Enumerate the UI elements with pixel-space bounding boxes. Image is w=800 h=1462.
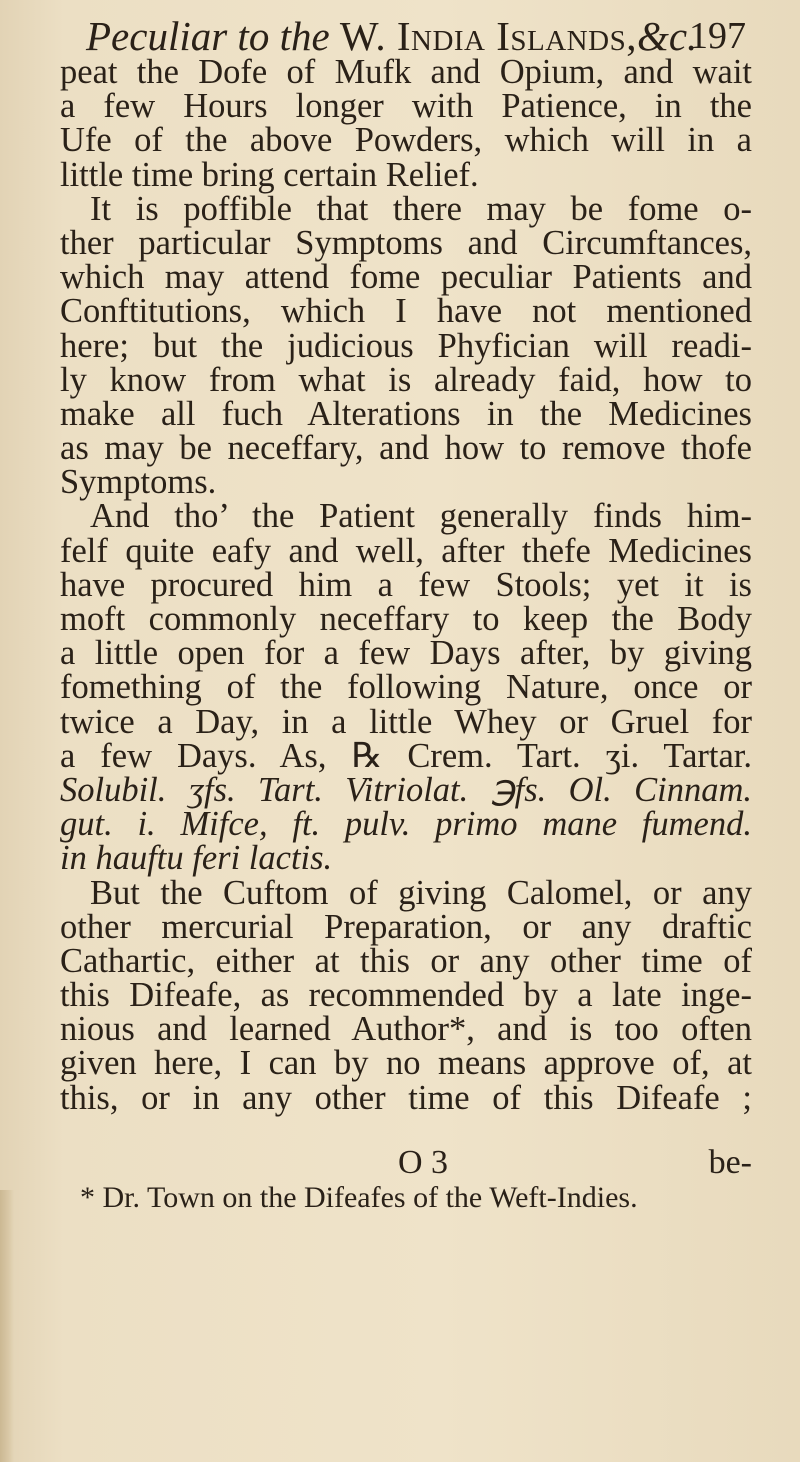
text-line: fomething of the following Nature, once or <box>60 668 752 707</box>
text-line: And tho’ the Patient generally finds him- <box>90 497 752 536</box>
text-line: which may attend fome peculiar Patients and <box>60 258 752 297</box>
running-head-etc: &c. <box>636 13 698 59</box>
text-line: Cathartic, either at this or any other time of <box>60 941 752 980</box>
text-line: given here, I can by no means approve of, at <box>60 1044 752 1083</box>
footnote: * Dr. Town on the Difeafes of the Weft-Indies. <box>80 1181 638 1214</box>
text-line: this, or in any other time of this Difeafe ; <box>60 1078 752 1117</box>
text-line: gut. i. Mifce, ft. pulv. primo mane fumend. <box>60 805 752 844</box>
page-number: 197 <box>689 15 746 57</box>
text-line: But the Cuftom of giving Calomel, or any <box>90 873 752 912</box>
text-line: moft commonly neceffary to keep the Body <box>60 600 752 638</box>
text-line: Ufe of the above Powders, which will in a <box>60 121 752 160</box>
text-line: little time bring certain Relief. <box>60 155 479 194</box>
text-line: nious and learned Author*, and is too often <box>60 1010 752 1049</box>
text-line: Solubil. ʒfs. Tart. Vitriolat. ℈fs. Ol. Cinnam. <box>60 770 752 809</box>
running-head-title: Peculiar to the <box>86 13 340 59</box>
text-line: make all fuch Alterations in the Medicines <box>60 394 752 433</box>
text-line: twice a Day, in a little Whey or Gruel for <box>60 702 752 741</box>
text-line: here; but the judicious Phyfician will readi- <box>60 326 752 365</box>
text-line: ther particular Symptoms and Circumftances, <box>60 223 752 262</box>
text-line: ly know from what is already faid, how to <box>60 360 752 399</box>
text-line: Conftitutions, which I have not mentioned <box>60 292 752 331</box>
text-line: a few Hours longer with Patience, in the <box>60 87 752 126</box>
text-line: peat the Dofe of Mufk and Opium, and wait <box>60 53 752 91</box>
signature-line <box>60 1143 752 1183</box>
text-line: as may be neceffary, and how to remove thofe <box>60 429 752 468</box>
page-edge-shadow <box>0 1190 14 1462</box>
catchword: be- <box>708 1144 752 1181</box>
text-line: It is poffible that there may be fome o- <box>90 189 752 228</box>
text-line: in hauftu feri lactis. <box>60 839 333 878</box>
running-head-title-caps: W. India Islands, <box>339 13 637 59</box>
text-line: this Difeafe, as recommended by a late inge- <box>60 976 752 1015</box>
text-line: a few Days. As, ℞ Crem. Tart. ʒi. Tartar. <box>60 736 752 775</box>
text-line: felf quite eafy and well, after thefe Medicines <box>60 531 752 570</box>
text-line: other mercurial Preparation, or any draftic <box>60 907 752 946</box>
signature-mark: O 3 <box>398 1144 449 1181</box>
text-line: Symptoms. <box>60 463 217 502</box>
text-line: have procured him a few Stools; yet it is <box>60 565 752 604</box>
text-line: a little open for a few Days after, by giving <box>60 634 752 673</box>
body-text <box>60 55 752 1115</box>
